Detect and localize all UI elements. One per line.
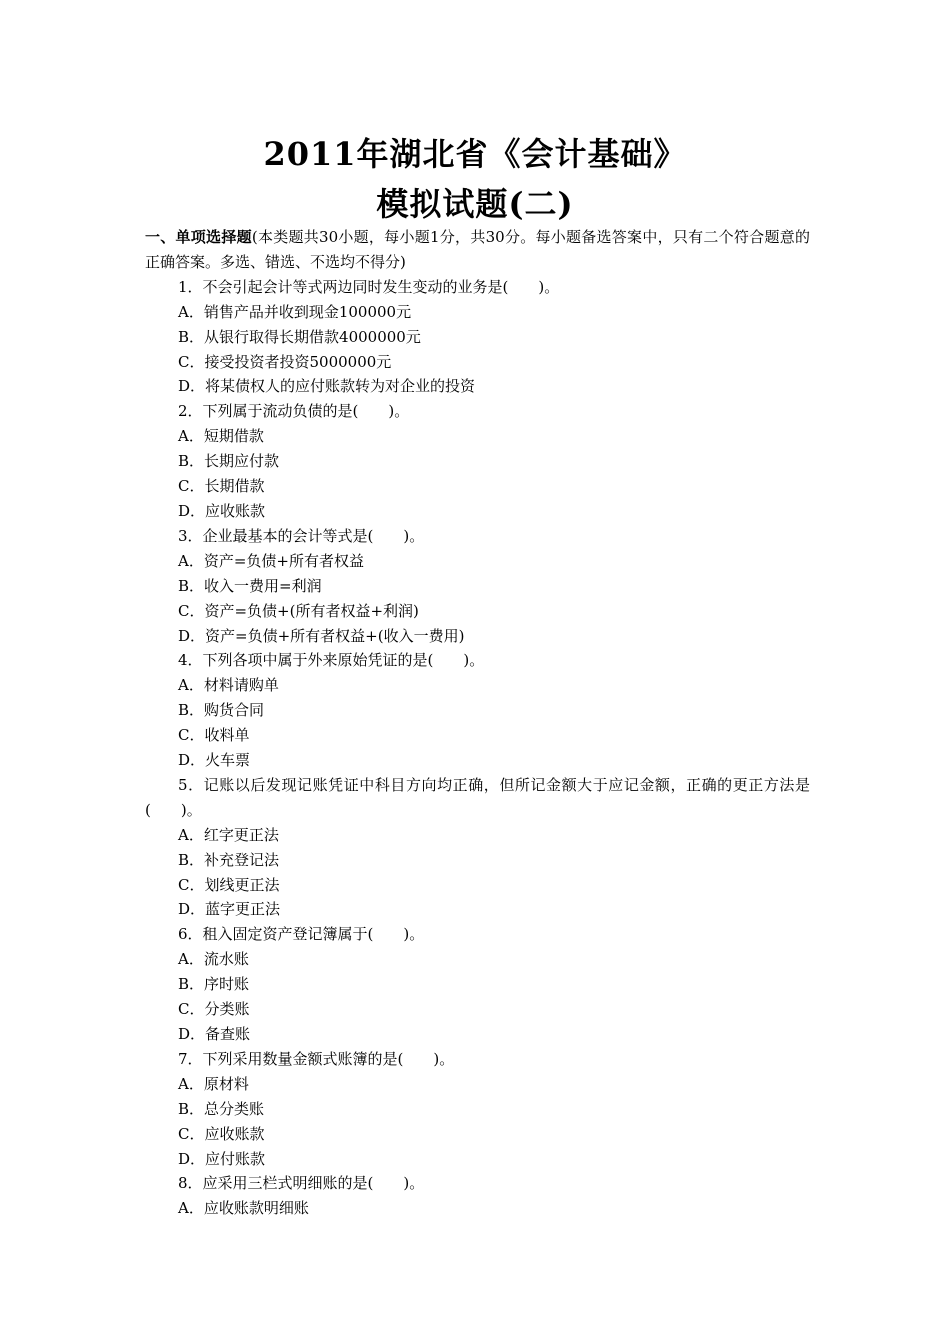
answer-option: D．应收账款: [178, 501, 266, 520]
question-stem: 4．下列各项中属于外来原始凭证的是( )。: [178, 651, 485, 670]
question-stem: 5．记账以后发现记账凭证中科目方向均正确，但所记金额大于应记金额，正确的更正方法是( )。: [145, 775, 810, 819]
answer-option: C．分类账: [178, 1000, 250, 1019]
question-stem: 2．下列属于流动负债的是( )。: [178, 402, 410, 421]
answer-option: B．购货合同: [178, 701, 265, 720]
question-stem: 3．企业最基本的会计等式是( )。: [178, 526, 425, 545]
answer-option: C．划线更正法: [178, 875, 280, 894]
answer-option: C．长期借款: [178, 477, 265, 496]
answer-option: D．蓝字更正法: [178, 900, 281, 919]
section-description: (本类题共30小题，每小题1分，共30分。每小题备选答案中，只有二个符合题意的正确答案。多选、错选、不选均不得分): [145, 228, 810, 271]
question-stem: 6．租入固定资产登记簿属于( )。: [178, 925, 425, 944]
answer-option: D．火车票: [178, 751, 251, 770]
answer-option: A．流水账: [178, 950, 249, 969]
question-stem: 1．不会引起会计等式两边同时发生变动的业务是( )。: [178, 277, 560, 296]
answer-option: B．长期应付款: [178, 452, 280, 471]
answer-option: A．应收账款明细账: [178, 1199, 309, 1218]
section-label: 一、单项选择题: [145, 228, 252, 246]
answer-option: A．材料请购单: [178, 676, 279, 695]
answer-option: A．红字更正法: [178, 825, 279, 844]
answer-option: C．收料单: [178, 726, 250, 745]
answer-option: B．总分类账: [178, 1099, 265, 1118]
answer-option: A．原材料: [178, 1074, 249, 1093]
answer-option: D．将某债权人的应付账款转为对企业的投资: [178, 377, 476, 396]
exam-content: [145, 225, 810, 1221]
answer-option: B．收入一费用=利润: [178, 576, 322, 595]
answer-option: C．接受投资者投资5000000元: [178, 352, 392, 371]
answer-option: C．应收账款: [178, 1124, 265, 1143]
answer-option: D．资产=负债+所有者权益+(收入一费用): [178, 626, 465, 645]
answer-option: A．短期借款: [178, 427, 264, 446]
question-stem: 8．应采用三栏式明细账的是( )。: [178, 1174, 425, 1193]
answer-option: B．补充登记法: [178, 850, 280, 869]
answer-option: A．资产=负债+所有者权益: [178, 551, 364, 570]
answer-option: B．从银行取得长期借款4000000元: [178, 327, 421, 346]
answer-option: C．资产=负债+(所有者权益+利润): [178, 601, 419, 620]
document-subtitle: 模拟试题(二): [376, 185, 574, 223]
answer-option: A．销售产品并收到现金100000元: [178, 302, 412, 321]
answer-option: D．备查账: [178, 1025, 251, 1043]
question-stem: 7．下列采用数量金额式账簿的是( )。: [178, 1049, 455, 1068]
answer-option: B．序时账: [178, 975, 250, 994]
section-heading: [145, 225, 810, 275]
document-title: 2011年湖北省《会计基础》: [263, 135, 687, 173]
answer-option: D．应付账款: [178, 1149, 266, 1168]
